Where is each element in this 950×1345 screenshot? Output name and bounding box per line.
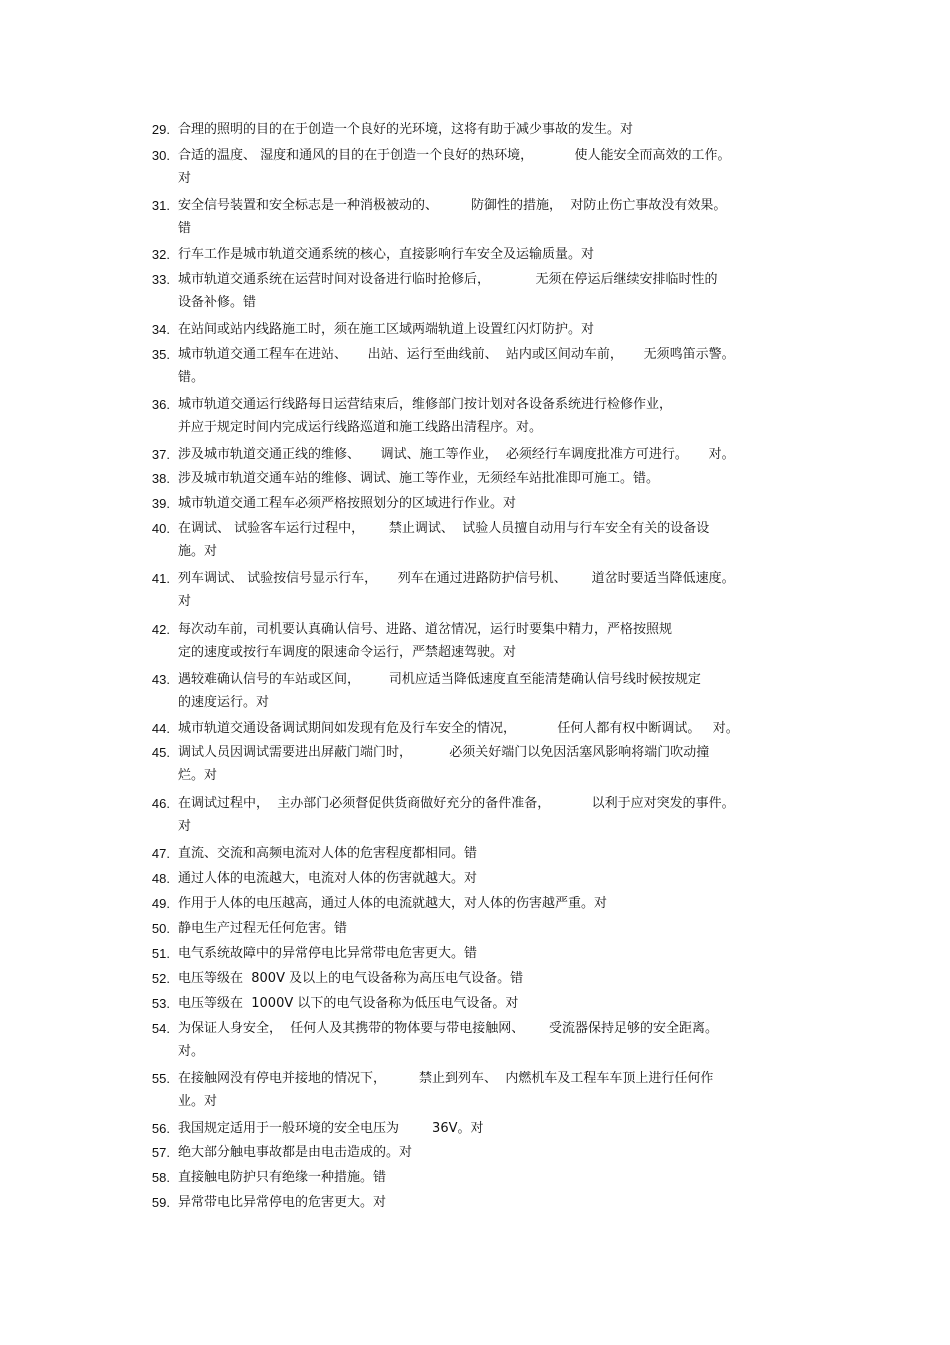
question-number: 53. (151, 996, 170, 1011)
question-text-line: 错 (178, 221, 192, 236)
question-text-line: 遇较难确认信号的车站或区间， 司机应适当降低速度直至能清楚确认信号线时候按规定 (178, 672, 701, 687)
question-text-line: 对 (178, 819, 192, 834)
question-item (0, 793, 950, 839)
question-item (0, 843, 950, 866)
question-text-line: 在调试、 试验客车运行过程中， 禁止调试、 试验人员擅自动用与行车安全有关的设备设 (178, 521, 710, 536)
question-item (0, 319, 950, 342)
question-text-line: 错。 (178, 370, 205, 385)
question-item (0, 444, 950, 467)
question-item (0, 968, 950, 991)
question-number: 48. (151, 871, 170, 886)
question-text-line: 对。 (178, 1044, 205, 1059)
question-text-line: 安全信号装置和安全标志是一种消极被动的、 防御性的措施， 对防止伤亡事故没有效果。 (178, 198, 727, 213)
question-number: 58. (151, 1170, 170, 1185)
question-item (0, 742, 950, 788)
question-item (0, 1142, 950, 1165)
question-text-line: 施。对 (178, 544, 218, 559)
question-number: 57. (151, 1145, 170, 1160)
question-text-line: 调试人员因调试需要进出屏蔽门端门时， 必须关好端门以免因活塞风影响将端门吹动撞 (178, 745, 710, 760)
question-item (0, 868, 950, 891)
question-item (0, 619, 950, 665)
question-number: 34. (151, 322, 170, 337)
question-text-line: 电压等级在 800V 及以上的电气设备称为高压电气设备。错 (178, 971, 524, 986)
question-text-line: 城市轨道交通运行线路每日运营结束后，维修部门按计划对各设备系统进行检修作业， (178, 397, 673, 412)
question-text-line: 异常带电比异常停电的危害更大。对 (178, 1195, 387, 1210)
question-text-line: 合理的照明的目的在于创造一个良好的光环境，这将有助于减少事故的发生。对 (178, 122, 634, 137)
question-text-line: 业。对 (178, 1094, 218, 1109)
question-item (0, 518, 950, 564)
question-text-line: 城市轨道交通工程车必须严格按照划分的区域进行作业。对 (178, 496, 517, 511)
question-text-line: 对 (178, 171, 192, 186)
question-number: 42. (151, 622, 170, 637)
question-item (0, 244, 950, 267)
question-number: 37. (151, 447, 170, 462)
question-number: 39. (151, 496, 170, 511)
question-text-line: 我国规定适用于一般环境的安全电压为 36V。对 (178, 1121, 484, 1136)
question-number: 46. (151, 796, 170, 811)
question-item (0, 195, 950, 241)
question-text-line: 直流、交流和高频电流对人体的危害程度都相同。错 (178, 846, 478, 861)
question-number: 52. (151, 971, 170, 986)
question-text-line: 在站间或站内线路施工时，须在施工区域两端轨道上设置红闪灯防护。对 (178, 322, 595, 337)
question-text-line: 在接触网没有停电并接地的情况下， 禁止到列车、 内燃机车及工程车车顶上进行任何作 (178, 1071, 714, 1086)
question-number: 35. (151, 347, 170, 362)
question-item (0, 344, 950, 390)
question-text-line: 烂。对 (178, 768, 218, 783)
question-item (0, 918, 950, 941)
question-item (0, 468, 950, 491)
question-number: 38. (151, 471, 170, 486)
question-item (0, 394, 950, 440)
question-number: 47. (151, 846, 170, 861)
question-number: 29. (151, 122, 170, 137)
question-text-line: 的速度运行。对 (178, 695, 270, 710)
question-text-line: 通过人体的电流越大，电流对人体的伤害就越大。对 (178, 871, 478, 886)
question-number: 54. (151, 1021, 170, 1036)
question-text-line: 列车调试、 试验按信号显示行车， 列车在通过进路防护信号机、 道岔时要适当降低速度。 (178, 571, 735, 586)
question-number: 49. (151, 896, 170, 911)
question-item (0, 893, 950, 916)
question-text-line: 为保证人身安全， 任何人及其携带的物体要与带电接触网、 受流器保持足够的安全距离。 (178, 1021, 719, 1036)
question-number: 50. (151, 921, 170, 936)
question-item (0, 1068, 950, 1114)
question-text-line: 定的速度或按行车调度的限速命令运行，严禁超速驾驶。对 (178, 645, 517, 660)
question-text-line: 行车工作是城市轨道交通系统的核心，直接影响行车安全及运输质量。对 (178, 247, 595, 262)
question-text-line: 对 (178, 594, 192, 609)
question-item (0, 269, 950, 315)
question-text-line: 每次动车前，司机要认真确认信号、进路、道岔情况，运行时要集中精力，严格按照规 (178, 622, 673, 637)
question-item (0, 993, 950, 1016)
question-number: 33. (151, 272, 170, 287)
question-item (0, 145, 950, 191)
question-text-line: 作用于人体的电压越高，通过人体的电流就越大，对人体的伤害越严重。对 (178, 896, 608, 911)
question-item (0, 718, 950, 741)
question-number: 30. (151, 148, 170, 163)
question-item (0, 119, 950, 142)
question-text-line: 直接触电防护只有绝缘一种措施。错 (178, 1170, 387, 1185)
question-number: 45. (151, 745, 170, 760)
question-item (0, 1018, 950, 1064)
question-number: 44. (151, 721, 170, 736)
question-number: 40. (151, 521, 170, 536)
question-number: 55. (151, 1071, 170, 1086)
question-text-line: 电气系统故障中的异常停电比异常带电危害更大。错 (178, 946, 478, 961)
question-text-line: 涉及城市轨道交通正线的维修、 调试、施工等作业， 必须经行车调度批准方可进行。 对。 (178, 447, 735, 462)
question-text-line: 涉及城市轨道交通车站的维修、调试、施工等作业，无须经车站批准即可施工。错。 (178, 471, 660, 486)
question-number: 59. (151, 1195, 170, 1210)
question-text-line: 电压等级在 1000V 以下的电气设备称为低压电气设备。对 (178, 996, 519, 1011)
question-text-line: 城市轨道交通系统在运营时间对设备进行临时抢修后， 无须在停运后继续安排临时性的 (178, 272, 718, 287)
question-item (0, 493, 950, 516)
question-text-line: 在调试过程中， 主办部门必须督促供货商做好充分的备件准备， 以利于应对突发的事件。 (178, 796, 735, 811)
question-text-line: 合适的温度、 湿度和通风的目的在于创造一个良好的热环境， 使人能安全而高效的工作。 (178, 148, 731, 163)
question-number: 36. (151, 397, 170, 412)
question-item (0, 568, 950, 614)
question-text-line: 静电生产过程无任何危害。错 (178, 921, 348, 936)
question-number: 43. (151, 672, 170, 687)
question-text-line: 并应于规定时间内完成运行线路巡道和施工线路出清程序。对。 (178, 420, 543, 435)
question-item (0, 1167, 950, 1190)
question-number: 32. (151, 247, 170, 262)
question-item (0, 1118, 950, 1141)
question-number: 56. (151, 1121, 170, 1136)
question-number: 31. (151, 198, 170, 213)
question-item (0, 669, 950, 715)
question-number: 41. (151, 571, 170, 586)
question-item (0, 1192, 950, 1215)
question-item (0, 943, 950, 966)
question-number: 51. (151, 946, 170, 961)
question-text-line: 设备补修。错 (178, 295, 257, 310)
question-text-line: 城市轨道交通设备调试期间如发现有危及行车安全的情况， 任何人都有权中断调试。 对。 (178, 721, 739, 736)
question-text-line: 绝大部分触电事故都是由电击造成的。对 (178, 1145, 413, 1160)
question-text-line: 城市轨道交通工程车在进站、 出站、运行至曲线前、 站内或区间动车前， 无须鸣笛示警。 (178, 347, 735, 362)
